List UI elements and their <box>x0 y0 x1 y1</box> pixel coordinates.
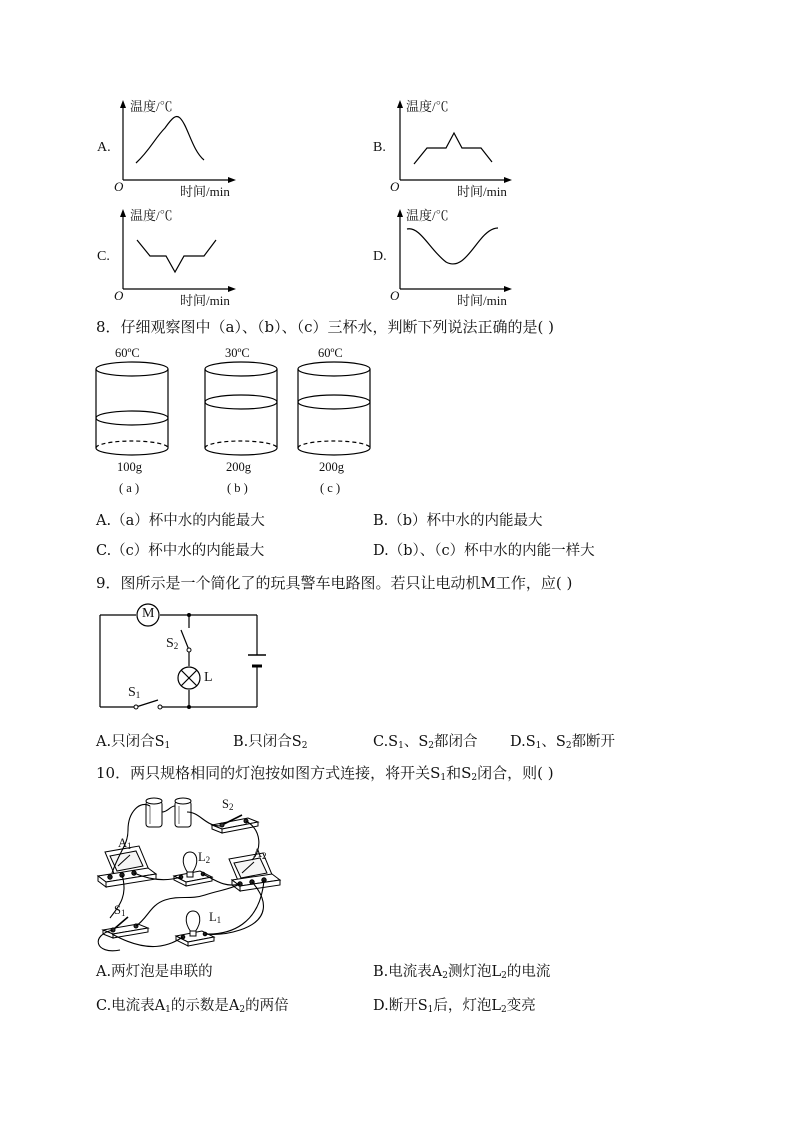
graph-c-origin: O <box>114 288 124 303</box>
motor-label: M <box>142 606 155 621</box>
switch-s1-label: $S_1$ <box>128 685 141 700</box>
cup-c-temp: 60ºC <box>318 346 343 360</box>
a1-label: $A_1$ <box>118 836 132 851</box>
a2-label: $A_2$ <box>253 846 267 861</box>
l2-label: $L_2$ <box>198 850 211 865</box>
q9-option-c[interactable]: $C.S_1$、$S_2$都闭合 <box>373 734 478 751</box>
cup-a-mass: 100g <box>117 460 142 474</box>
q8-stem: 8．仔细观察图中（a）、（b）、（c）三杯水，判断下列说法正确的是( ) <box>96 318 554 336</box>
cup-a-label: ( a ) <box>119 481 140 495</box>
q8-option-d[interactable]: D.（b）、（c）杯中水的内能一样大 <box>373 543 595 559</box>
q9-option-d[interactable]: $D.S_1$、$S_2$都断开 <box>510 734 616 751</box>
graph-b-xlabel: 时间/min <box>457 184 507 199</box>
cup-c-label: ( c ) <box>320 481 341 495</box>
q9-option-b[interactable]: B.只闭合$S_2$ <box>233 734 308 751</box>
cup-c-mass: 200g <box>319 460 344 474</box>
q8-option-a[interactable]: A.（a）杯中水的内能最大 <box>96 513 265 529</box>
q9-option-a[interactable]: A.只闭合$S_1$ <box>96 734 171 751</box>
graph-b-origin: O <box>390 179 400 194</box>
graph-b-ylabel: 温度/℃ <box>406 99 449 114</box>
graph-c-letter: C. <box>97 249 110 264</box>
graph-a-origin: O <box>114 179 124 194</box>
cup-b-label: ( b ) <box>227 481 248 495</box>
graph-d-letter: D. <box>373 249 387 264</box>
q10-stem: 10．两只规格相同的灯泡按如图方式连接，将开关$S_1$和$S_2$闭合，则( ) <box>96 764 554 783</box>
cup-b-temp: 30ºC <box>225 346 250 360</box>
q10-option-b[interactable]: B.电流表$A_2$测灯泡$L_2$的电流 <box>373 964 551 981</box>
s1-label: $S_1$ <box>114 903 126 918</box>
graph-c-ylabel: 温度/℃ <box>130 208 173 223</box>
s2-label: $S_2$ <box>222 797 234 812</box>
q10-option-a[interactable]: A.两灯泡是串联的 <box>96 964 213 980</box>
graph-d-origin: O <box>390 288 400 303</box>
q8-option-c[interactable]: C.（c）杯中水的内能最大 <box>96 543 265 559</box>
cup-a-temp: 60ºC <box>115 346 140 360</box>
graph-b-letter: B. <box>373 140 386 155</box>
ammeter-a1-icon <box>98 846 156 887</box>
l1-label: $L_1$ <box>209 910 222 925</box>
q10-option-c[interactable]: C.电流表$A_1$的示数是$A_2$的两倍 <box>96 998 289 1015</box>
switch-s2-label: $S_2$ <box>166 636 179 651</box>
switch-s1-icon <box>103 917 148 938</box>
cup-b-mass: 200g <box>226 460 251 474</box>
graph-a-ylabel: 温度/℃ <box>130 99 173 114</box>
graph-d-xlabel: 时间/min <box>457 293 507 308</box>
q10-option-d[interactable]: D.断开$S_1$后，灯泡$L_2$变亮 <box>373 998 536 1015</box>
graph-c-xlabel: 时间/min <box>180 293 230 308</box>
graph-a-xlabel: 时间/min <box>180 184 230 199</box>
graph-d-ylabel: 温度/℃ <box>406 208 449 223</box>
lamp-label: L <box>204 670 213 685</box>
q9-stem: 9．图所示是一个简化了的玩具警车电路图。若只让电动机M工作，应( ) <box>96 574 573 592</box>
battery-icon <box>146 798 191 827</box>
q8-option-b[interactable]: B.（b）杯中水的内能最大 <box>373 513 543 529</box>
graph-a-letter: A. <box>97 140 111 155</box>
